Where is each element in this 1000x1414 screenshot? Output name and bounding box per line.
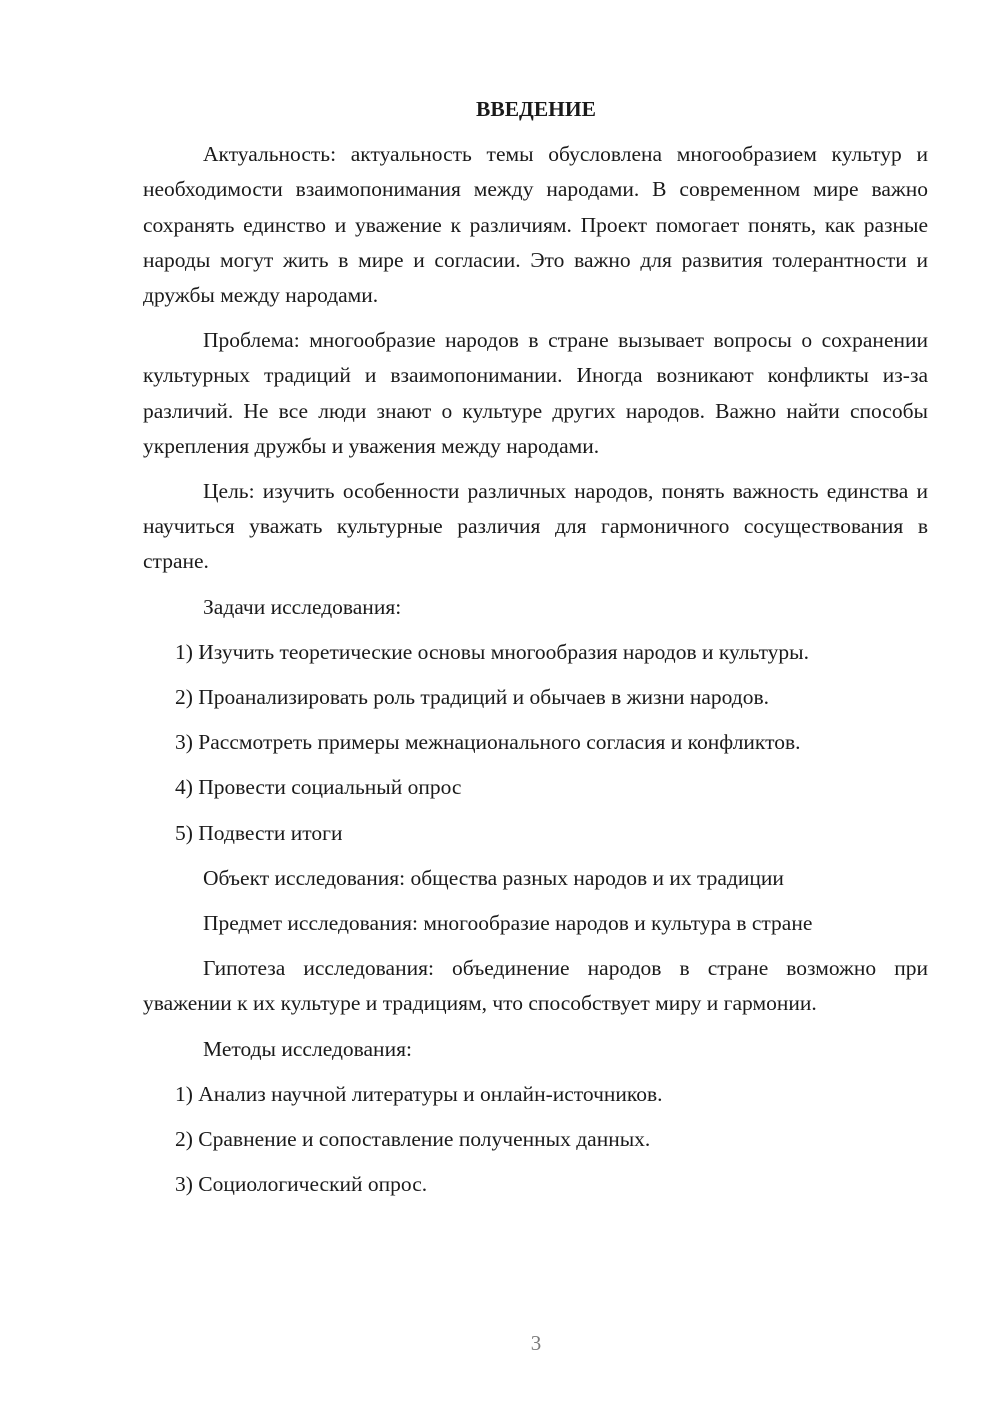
goal-paragraph: Цель: изучить особенности различных народов, понять важность единства и научиться уважать культурные различия для гармоничного сосуществования в стране. [143, 479, 928, 574]
subject-line: Предмет исследования: многообразие народов и культура в стране [203, 911, 813, 936]
tasks-list [143, 635, 928, 851]
list-item: 1) Изучить теоретические основы многообразия народов и культуры. [175, 639, 809, 664]
tasks-label: Задачи исследования: [203, 594, 402, 619]
list-item: 2) Сравнение и сопоставление полученных данных. [175, 1127, 651, 1152]
document-page [143, 92, 928, 1212]
object-line: Объект исследования: общества разных народов и их традиции [203, 865, 784, 890]
list-item: 1) Анализ научной литературы и онлайн-источников. [175, 1081, 663, 1106]
methods-list [143, 1077, 928, 1203]
page-number: 3 [530, 1331, 542, 1355]
list-item: 3) Социологический опрос. [175, 1172, 428, 1197]
hypothesis-paragraph: Гипотеза исследования: объединение народов в стране возможно при уважении к их культуре и традициям, что способствует миру и гармонии. [143, 956, 928, 1016]
relevance-paragraph: Актуальность: актуальность темы обусловлена многообразием культур и необходимости взаимопонимания между народами. В современном мире важно сохранять единство и уважение к различиям. Проект помогает понять, как разные народы могут жить в мире и согласии. Это важно для развития толерантности и дружбы между народами. [143, 142, 928, 308]
list-item: 5) Подвести итоги [175, 820, 343, 845]
list-item: 3) Рассмотреть примеры межнационального согласия и конфликтов. [175, 730, 801, 755]
list-item: 4) Провести социальный опрос [175, 775, 462, 800]
methods-label: Методы исследования: [203, 1036, 412, 1061]
problem-paragraph: Проблема: многообразие народов в стране вызывает вопросы о сохранении культурных традиций и взаимопонимании. Иногда возникают конфликты из-за различий. Не все люди знают о культуре других народов. Важно найти способы укрепления дружбы и уважения между народами. [143, 328, 928, 458]
list-item: 2) Проанализировать роль традиций и обычаев в жизни народов. [175, 685, 770, 710]
section-title: ВВЕДЕНИЕ [476, 97, 596, 121]
